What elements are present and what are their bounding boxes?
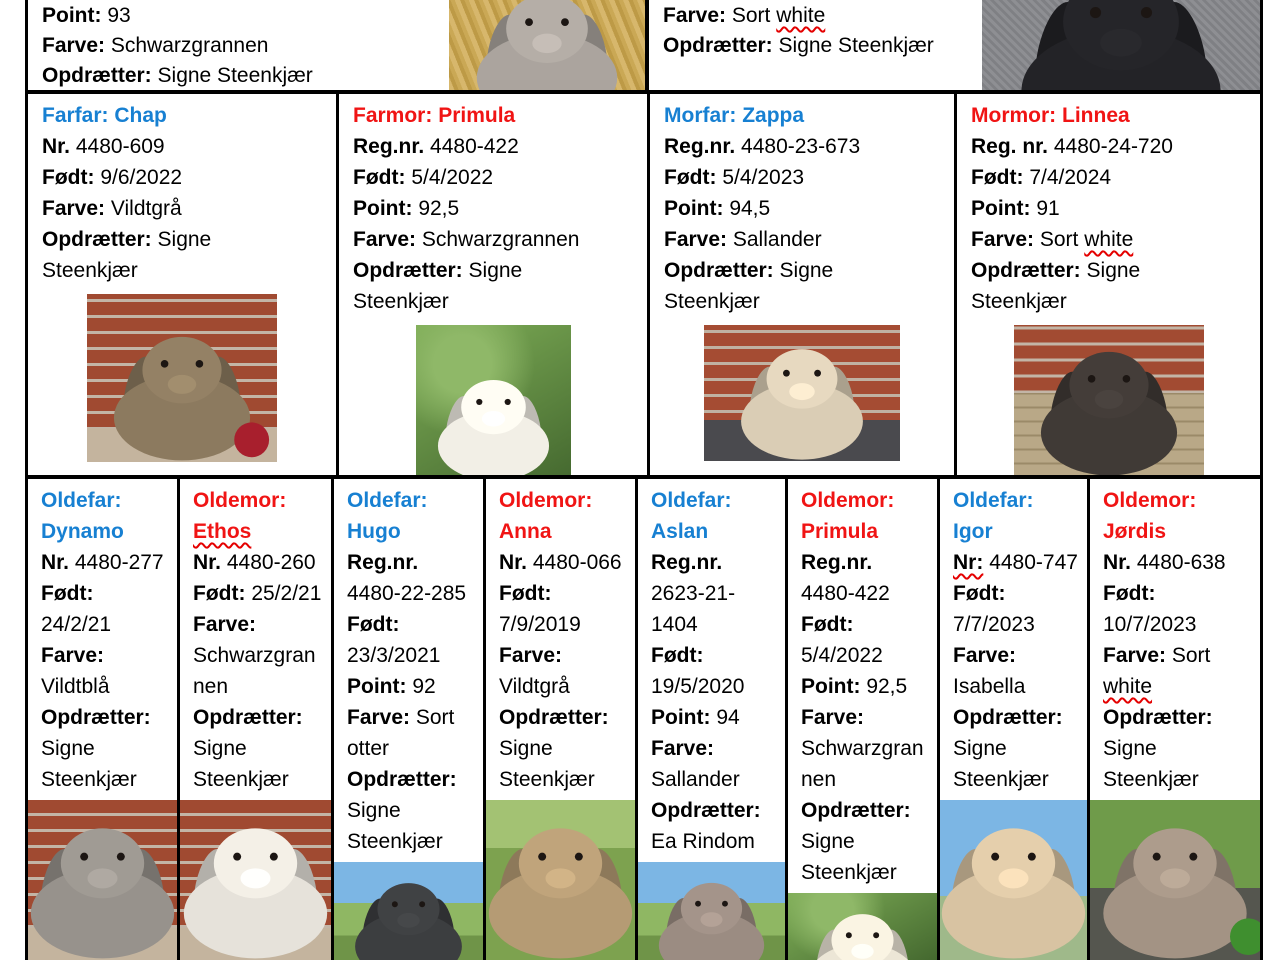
ancestor-name: Anna [499, 520, 552, 543]
field-line [42, 31, 449, 61]
field-line [664, 224, 916, 255]
field-label: Point: [664, 197, 724, 220]
ancestor-name: Jørdis [1103, 520, 1167, 543]
field-value: Vildtgrå [499, 675, 570, 698]
field-label: Født: [41, 582, 94, 605]
ancestor-title [1103, 485, 1251, 547]
field-line [801, 702, 928, 795]
ancestor-cell-hugo [334, 479, 486, 960]
field-line [651, 795, 776, 857]
field-value: Sallander [651, 768, 740, 791]
field-line [499, 702, 626, 795]
field-label: Farve: [651, 737, 715, 760]
field-label: Reg.nr. [353, 135, 425, 158]
ancestor-cell-igor [940, 479, 1090, 960]
field-label: Reg.nr. [347, 551, 419, 574]
field-value: Schwarzgrannen [801, 737, 924, 791]
ancestor-relation: Oldemor: [1103, 489, 1197, 512]
greatgrandparents-row [28, 479, 1260, 960]
rabbit-photo [87, 294, 277, 462]
field-label: Farve: [664, 228, 728, 251]
father-cell [28, 0, 649, 90]
field-line [971, 255, 1223, 317]
ancestor-cell-primula [339, 94, 650, 475]
field-label: Point: [347, 675, 407, 698]
field-line [42, 224, 294, 286]
ancestor-info [339, 94, 643, 317]
field-value: 7/4/2024 [1029, 166, 1112, 189]
field-line [353, 162, 605, 193]
field-value: 4480-24-720 [1053, 135, 1173, 158]
ancestor-name: Aslan [651, 520, 709, 543]
field-value: Sort otter [347, 706, 455, 760]
ancestor-info [957, 94, 1260, 317]
field-label: Opdrætter: [1103, 706, 1213, 729]
field-label: Farve: [347, 706, 411, 729]
field-value: Signe Steenkjær [971, 259, 1141, 313]
field-value: 9/6/2022 [100, 166, 183, 189]
ancestor-cell-ethos [180, 479, 334, 960]
field-label: Farve: [953, 644, 1017, 667]
field-label: Opdrætter: [347, 768, 457, 791]
field-line [193, 702, 322, 795]
field-label: Farve: [1103, 644, 1167, 667]
field-label: Født: [651, 644, 704, 667]
rabbit-photo [180, 800, 331, 960]
rabbit-photo [940, 800, 1087, 960]
field-label: Point: [42, 4, 102, 27]
field-label: Reg.nr. [651, 551, 723, 574]
pedigree-table [25, 0, 1263, 960]
field-value: 92 [412, 675, 436, 698]
field-label: Point: [971, 197, 1031, 220]
field-value: 4480-066 [532, 551, 622, 574]
field-line [801, 547, 928, 609]
mother-cell [649, 0, 1260, 90]
ancestor-name: Hugo [347, 520, 401, 543]
field-value: 5/4/2022 [801, 644, 883, 667]
field-value: Signe Steenkjær [778, 34, 934, 57]
rabbit-photo [704, 325, 900, 461]
field-label: Point: [651, 706, 711, 729]
field-label: Født: [801, 613, 854, 636]
ancestor-info [649, 0, 982, 90]
field-line [971, 193, 1223, 224]
ancestor-name: Zappa [742, 104, 805, 127]
field-label: Opdrætter: [193, 706, 303, 729]
field-line [664, 131, 916, 162]
field-line [347, 764, 474, 857]
field-value-misspelled: white [1103, 675, 1153, 698]
field-line [801, 795, 928, 888]
field-label: Farve: [353, 228, 417, 251]
field-value: 5/4/2022 [411, 166, 494, 189]
ancestor-name: Linnea [1062, 104, 1130, 127]
field-line [1103, 547, 1251, 578]
rabbit-photo [449, 0, 645, 90]
field-label: Opdrætter: [651, 799, 761, 822]
field-value: 7/7/2023 [953, 613, 1035, 636]
field-value: Signe Steenkjær [157, 64, 313, 87]
rabbit-photo [1014, 325, 1204, 475]
field-label: Nr: [953, 551, 984, 574]
field-line [664, 255, 916, 317]
field-line [953, 547, 1078, 578]
field-line [193, 609, 322, 702]
ancestor-relation: Oldefar: [651, 489, 732, 512]
field-label: Reg.nr. [664, 135, 736, 158]
ancestor-name: Primula [438, 104, 516, 127]
field-label: Opdrætter: [499, 706, 609, 729]
rabbit-photo [982, 0, 1260, 90]
ancestor-cell-jørdis [1090, 479, 1260, 960]
field-value: 4480-22-285 [347, 582, 467, 605]
field-label: Farve: [663, 4, 727, 27]
field-value: Isabella [953, 675, 1026, 698]
field-line [801, 609, 928, 671]
field-line [41, 578, 168, 640]
field-line [42, 1, 449, 31]
ancestor-title [353, 100, 605, 131]
field-line [42, 162, 294, 193]
ancestor-name: Ethos [193, 520, 252, 543]
rabbit-photo [788, 893, 937, 960]
field-line [1103, 578, 1251, 640]
field-line [347, 702, 474, 764]
field-line [353, 131, 605, 162]
field-value-misspelled: white [776, 4, 826, 27]
field-value: Signe Steenkjær [347, 799, 443, 853]
ancestor-relation: Morfar: [664, 104, 737, 127]
field-label: Nr. [499, 551, 528, 574]
ancestor-info [334, 479, 483, 857]
field-label: Point: [801, 675, 861, 698]
field-value: Signe Steenkjær [1103, 737, 1199, 791]
field-line [971, 162, 1223, 193]
field-value: 4480-23-673 [741, 135, 861, 158]
field-label: Født: [193, 582, 246, 605]
field-label: Født: [42, 166, 95, 189]
field-line [347, 547, 474, 609]
field-label: Opdrætter: [971, 259, 1081, 282]
rabbit-photo [28, 800, 177, 960]
field-line [499, 547, 626, 578]
ancestor-info [28, 479, 177, 795]
field-line [651, 640, 776, 702]
ancestor-info [1090, 479, 1260, 795]
ancestor-relation: Mormor: [971, 104, 1057, 127]
field-value: 4480-609 [75, 135, 165, 158]
field-line [663, 1, 982, 31]
field-line [953, 640, 1078, 702]
ancestor-title [193, 485, 322, 547]
ancestor-text [42, 100, 294, 286]
ancestor-name: Primula [801, 520, 879, 543]
ancestor-info [638, 479, 785, 857]
field-value: 92,5 [418, 197, 460, 220]
field-value: 92,5 [866, 675, 908, 698]
ancestor-info [28, 94, 332, 286]
field-line [499, 578, 626, 640]
field-line [347, 671, 474, 702]
field-line [1103, 640, 1251, 702]
field-label: Point: [353, 197, 413, 220]
field-label: Farve: [42, 197, 106, 220]
field-line [663, 31, 982, 61]
field-value: 2623-21-1404 [651, 582, 736, 636]
ancestor-cell-zappa [650, 94, 957, 475]
field-value: Signe Steenkjær [193, 737, 289, 791]
ancestor-title [41, 485, 168, 547]
rabbit-photo [1090, 800, 1260, 960]
ancestor-cell-dynamo [28, 479, 180, 960]
field-value: 4480-747 [989, 551, 1078, 574]
field-value: Ea Rindom [651, 830, 755, 853]
field-label: Farve: [801, 706, 865, 729]
field-label: Født: [953, 582, 1006, 605]
field-value: 94 [716, 706, 740, 729]
field-value: Vildtgrå [110, 197, 182, 220]
field-value-misspelled: white [1084, 228, 1134, 251]
field-label: Farve: [41, 644, 105, 667]
ancestor-cell-aslan [638, 479, 788, 960]
field-value: 94,5 [729, 197, 771, 220]
ancestor-info [28, 0, 449, 90]
field-line [41, 640, 168, 702]
ancestor-name: Chap [114, 104, 167, 127]
field-line [651, 702, 776, 733]
field-line [651, 733, 776, 795]
field-value: Signe Steenkjær [41, 737, 137, 791]
field-label: Opdrætter: [41, 706, 151, 729]
field-value: Sort [731, 4, 777, 27]
field-value: 4480-422 [430, 135, 519, 158]
field-label: Farve: [193, 613, 257, 636]
ancestor-cell-chap [28, 94, 339, 475]
parents-row [28, 0, 1260, 94]
ancestor-title [499, 485, 626, 547]
field-label: Opdrætter: [953, 706, 1063, 729]
field-line [664, 193, 916, 224]
ancestor-relation: Farfar: [42, 104, 109, 127]
field-value: Signe Steenkjær [42, 228, 212, 282]
field-value: Signe Steenkjær [353, 259, 523, 313]
field-line [971, 131, 1223, 162]
ancestor-info [180, 479, 331, 795]
ancestor-name: Dynamo [41, 520, 124, 543]
field-value: 93 [107, 4, 131, 27]
field-label: Opdrætter: [801, 799, 911, 822]
field-label: Født: [971, 166, 1024, 189]
field-line [499, 640, 626, 702]
field-label: Opdrætter: [664, 259, 774, 282]
field-value: 7/9/2019 [499, 613, 581, 636]
rabbit-photo [416, 325, 571, 475]
ancestor-title [347, 485, 474, 547]
field-label: Nr. [42, 135, 71, 158]
ancestor-text [664, 100, 916, 317]
ancestor-name: Igor [953, 520, 993, 543]
field-label: Født: [499, 582, 552, 605]
rabbit-photo [334, 862, 483, 960]
field-label: Reg.nr. [801, 551, 873, 574]
field-value: 19/5/2020 [651, 675, 745, 698]
ancestor-info [788, 479, 937, 888]
field-line [651, 547, 776, 640]
field-value: 25/2/21 [251, 582, 322, 605]
field-line [353, 224, 605, 255]
field-line [353, 255, 605, 317]
field-label: Farve: [971, 228, 1035, 251]
ancestor-info [486, 479, 635, 795]
field-line [193, 547, 322, 578]
field-label: Nr. [1103, 551, 1132, 574]
ancestor-title [953, 485, 1078, 547]
field-label: Reg. nr. [971, 135, 1049, 158]
field-value: 5/4/2023 [722, 166, 805, 189]
field-line [41, 547, 168, 578]
field-value: 4480-260 [226, 551, 316, 574]
ancestor-info [940, 479, 1087, 795]
rabbit-photo [638, 862, 785, 960]
field-line [193, 578, 322, 609]
field-label: Født: [1103, 582, 1156, 605]
ancestor-title [971, 100, 1223, 131]
rabbit-photo [486, 800, 635, 960]
field-label: Opdrætter: [663, 34, 773, 57]
ancestor-cell-linnea [957, 94, 1260, 475]
ancestor-relation: Oldemor: [801, 489, 895, 512]
field-label: Opdrætter: [42, 228, 152, 251]
field-line [801, 671, 928, 702]
field-value: 4480-422 [801, 582, 890, 605]
field-value: Sort [1039, 228, 1085, 251]
ancestor-title [651, 485, 776, 547]
field-line [42, 61, 449, 90]
field-label: Født: [664, 166, 717, 189]
field-line [41, 702, 168, 795]
field-value: Signe Steenkjær [499, 737, 595, 791]
ancestor-relation: Oldefar: [347, 489, 428, 512]
field-value: 4480-277 [74, 551, 164, 574]
field-value: 10/7/2023 [1103, 613, 1197, 636]
ancestor-relation: Oldefar: [953, 489, 1034, 512]
field-line [664, 162, 916, 193]
field-value: 23/3/2021 [347, 644, 441, 667]
ancestor-title [664, 100, 916, 131]
field-value: 4480-638 [1136, 551, 1226, 574]
field-value: Schwarzgrannen [421, 228, 580, 251]
field-line [353, 193, 605, 224]
field-label: Født: [353, 166, 406, 189]
field-label: Født: [347, 613, 400, 636]
field-value: Sort [1171, 644, 1211, 667]
field-value: Schwarzgrannen [193, 644, 316, 698]
field-label: Farve: [499, 644, 563, 667]
field-label: Farve: [42, 34, 106, 57]
field-line [953, 578, 1078, 640]
field-label: Opdrætter: [353, 259, 463, 282]
ancestor-cell-anna [486, 479, 638, 960]
field-label: Opdrætter: [42, 64, 152, 87]
field-line [953, 702, 1078, 795]
ancestor-title [42, 100, 294, 131]
ancestor-relation: Farmor: [353, 104, 433, 127]
grandparents-row [28, 94, 1260, 479]
ancestor-info [650, 94, 954, 317]
field-line [347, 609, 474, 671]
field-value: Signe Steenkjær [953, 737, 1049, 791]
field-line [42, 131, 294, 162]
field-label: Nr. [193, 551, 222, 574]
ancestor-relation: Oldemor: [193, 489, 287, 512]
field-value: Sallander [732, 228, 822, 251]
field-label: Nr. [41, 551, 70, 574]
field-value: Schwarzgrannen [110, 34, 269, 57]
field-value: 91 [1036, 197, 1060, 220]
ancestor-cell-primula [788, 479, 940, 960]
ancestor-text [353, 100, 605, 317]
field-value: Vildtblå [41, 675, 110, 698]
ancestor-text [971, 100, 1223, 317]
field-value: Signe Steenkjær [801, 830, 897, 884]
ancestor-relation: Oldemor: [499, 489, 593, 512]
field-line [971, 224, 1223, 255]
ancestor-relation: Oldefar: [41, 489, 122, 512]
ancestor-title [801, 485, 928, 547]
field-line [1103, 702, 1251, 795]
field-line [42, 193, 294, 224]
field-value: Signe Steenkjær [664, 259, 834, 313]
field-value: 24/2/21 [41, 613, 112, 636]
